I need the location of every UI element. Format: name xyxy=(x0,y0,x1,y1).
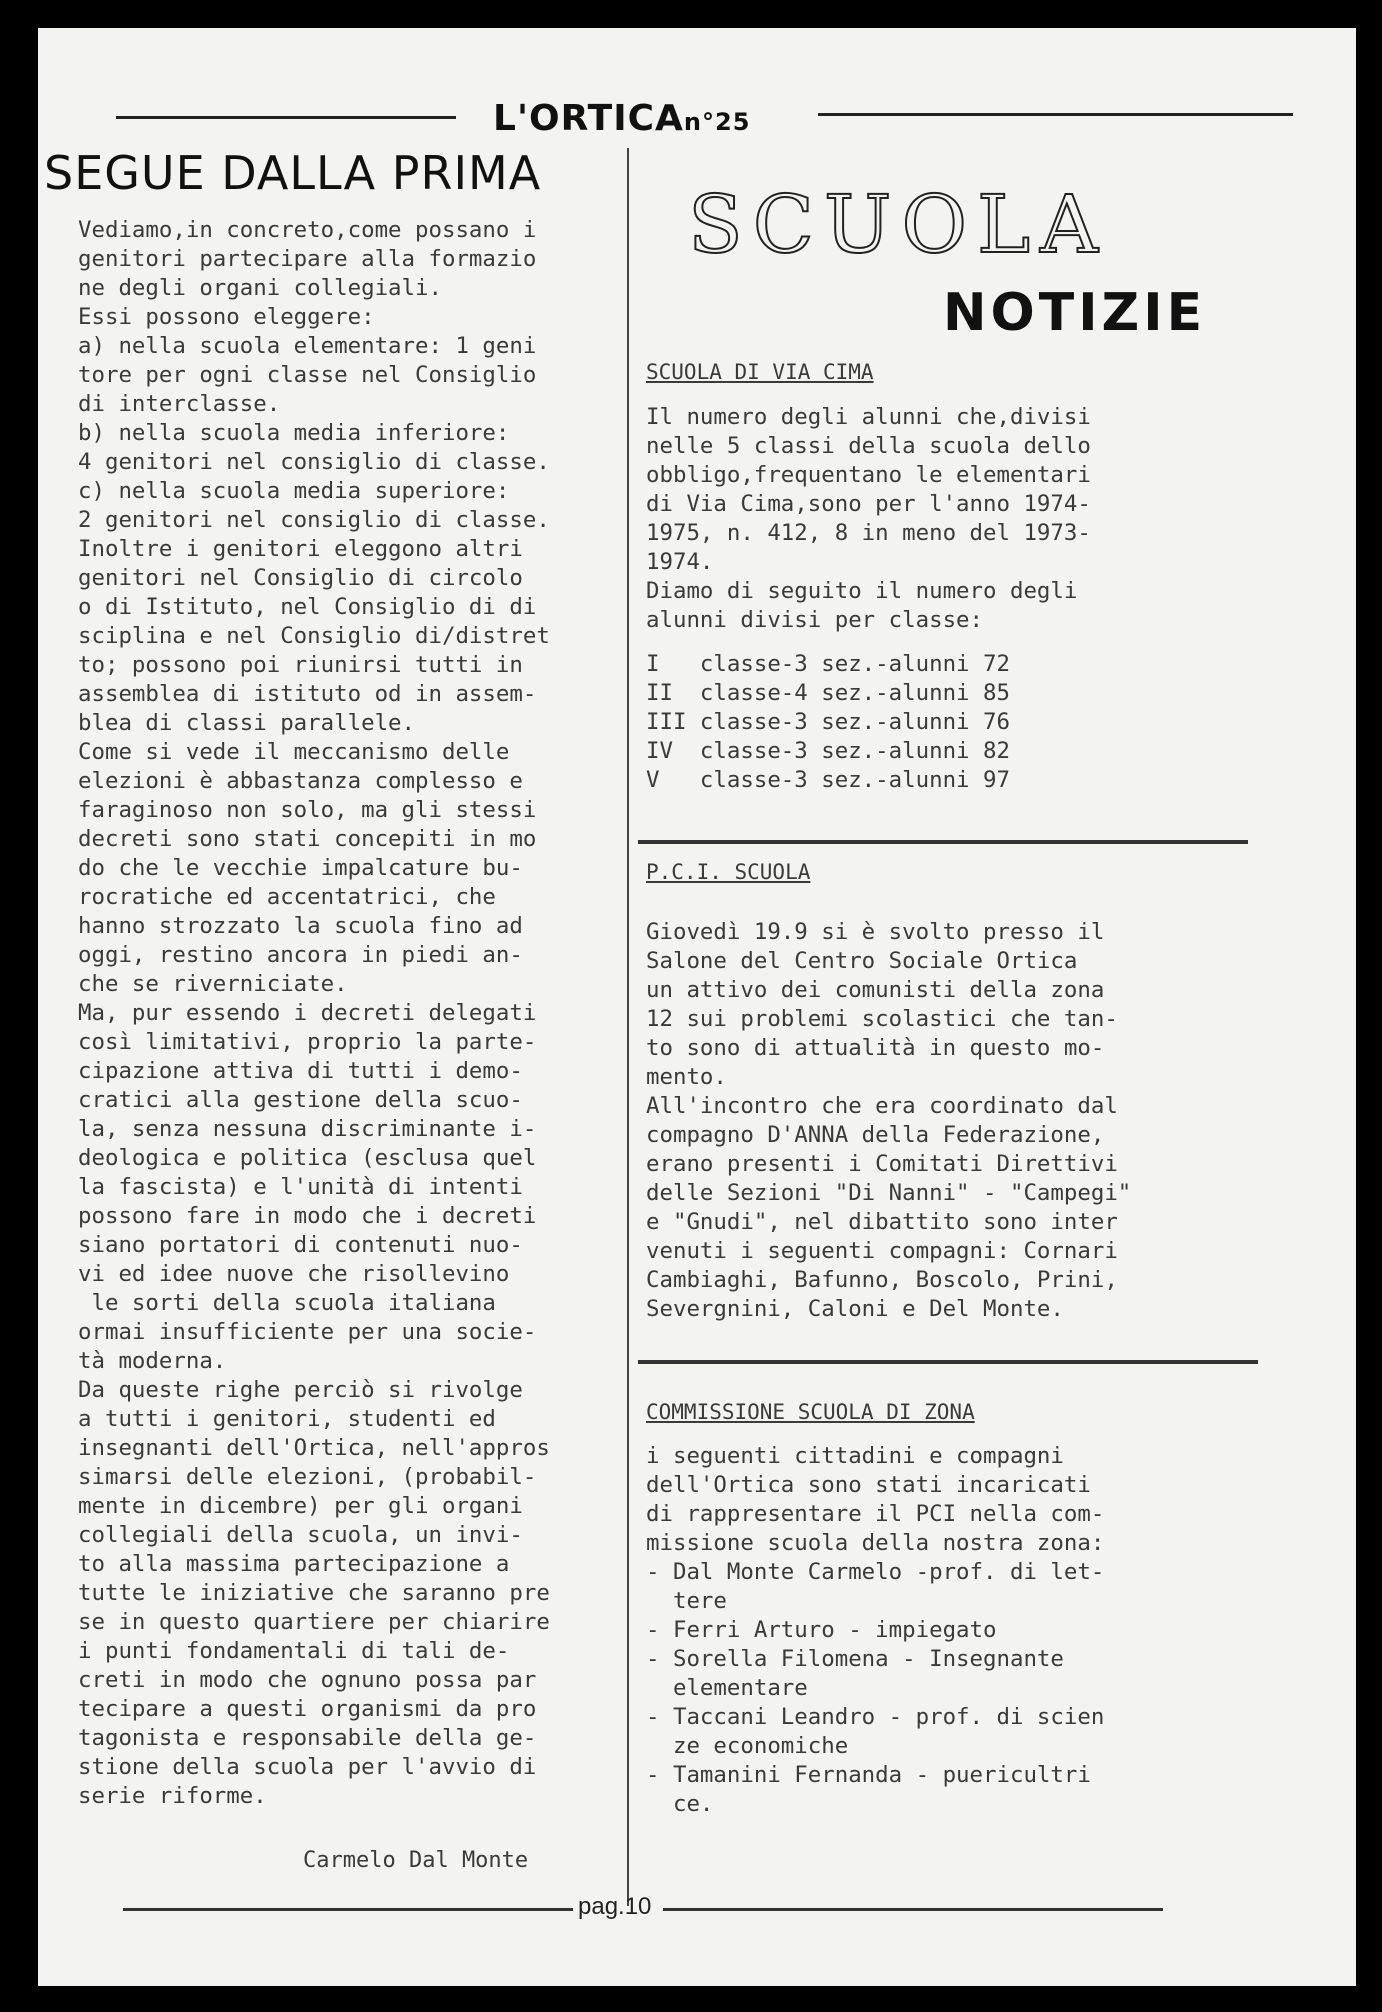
article-line: insegnanti dell'Ortica, nell'appros xyxy=(78,1435,550,1461)
article-line: tore per ogni classe nel Consiglio xyxy=(78,362,537,388)
article-line: - Taccani Leandro - prof. di scien xyxy=(646,1704,1105,1730)
article-line: 1974. xyxy=(646,549,714,575)
article-line: Inoltre i genitori eleggono altri xyxy=(78,536,523,562)
article-line: obbligo,frequentano le elementari xyxy=(646,462,1091,488)
article-line: Ma, pur essendo i decreti delegati xyxy=(78,1000,537,1026)
article-line: ormai insufficiente per una socie- xyxy=(78,1319,537,1345)
article-line: delle Sezioni "Di Nanni" - "Campegi" xyxy=(646,1180,1132,1206)
article-line: a tutti i genitori, studenti ed xyxy=(78,1406,496,1432)
article-line: Diamo di seguito il numero degli xyxy=(646,578,1078,604)
article-line: tutte le iniziative che saranno pre xyxy=(78,1580,550,1606)
article-line: tere xyxy=(646,1588,727,1614)
article-line: missione scuola della nostra zona: xyxy=(646,1530,1105,1556)
article-line: hanno strozzato la scuola fino ad xyxy=(78,913,523,939)
article-line: - Dal Monte Carmelo -prof. di let- xyxy=(646,1559,1105,1585)
right-subtitle: NOTIZIE xyxy=(943,283,1207,343)
article-line: tà moderna. xyxy=(78,1348,227,1374)
article-line: Da queste righe perciò si rivolge xyxy=(78,1377,523,1403)
section-heading-via-cima: SCUOLA DI VIA CIMA xyxy=(646,360,874,384)
section-rule-2 xyxy=(638,1360,1258,1364)
article-line: ne degli organi collegiali. xyxy=(78,275,442,301)
article-line: ze economiche xyxy=(646,1733,849,1759)
section-text-commissione xyxy=(646,1442,1104,1819)
class-row: IV classe-3 sez.-alunni 82 xyxy=(646,738,1010,764)
article-line: - Tamanini Fernanda - puericultri xyxy=(646,1762,1091,1788)
article-line: c) nella scuola media superiore: xyxy=(78,478,510,504)
article-line: che se riverniciate. xyxy=(78,971,348,997)
masthead-issue: n°25 xyxy=(683,108,751,136)
article-line: All'incontro che era coordinato dal xyxy=(646,1093,1118,1119)
masthead xyxy=(493,98,750,139)
article-line: - Ferri Arturo - impiegato xyxy=(646,1617,997,1643)
signature: Carmelo Dal Monte xyxy=(303,1848,529,1873)
article-line: i seguenti cittadini e compagni xyxy=(646,1443,1064,1469)
article-line: cratici alla gestione della scuo- xyxy=(78,1087,523,1113)
article-line: i punti fondamentali di tali de- xyxy=(78,1638,510,1664)
article-line: un attivo dei comunisti della zona xyxy=(646,977,1105,1003)
masthead-rule-right xyxy=(818,113,1293,116)
article-line: elementare xyxy=(646,1675,808,1701)
article-line: Cambiaghi, Bafunno, Boscolo, Prini, xyxy=(646,1267,1118,1293)
class-list xyxy=(646,650,1010,795)
article-line: Essi possono eleggere: xyxy=(78,304,375,330)
article-line: blea di classi parallele. xyxy=(78,710,416,736)
class-row: V classe-3 sez.-alunni 97 xyxy=(646,767,1010,793)
article-line: simarsi delle elezioni, (probabil- xyxy=(78,1464,537,1490)
article-line: a) nella scuola elementare: 1 geni xyxy=(78,333,537,359)
footer-rule-left xyxy=(123,1908,573,1911)
article-line: genitori partecipare alla formazio xyxy=(78,246,537,272)
article-line: decreti sono stati concepiti in mo xyxy=(78,826,537,852)
article-line: to alla massima partecipazione a xyxy=(78,1551,510,1577)
section-heading-commissione: COMMISSIONE SCUOLA DI ZONA xyxy=(646,1400,975,1424)
article-line: stione della scuola per l'avvio di xyxy=(78,1754,537,1780)
article-line: Come si vede il meccanismo delle xyxy=(78,739,510,765)
article-line: assemblea di istituto od in assem- xyxy=(78,681,537,707)
section-text-pci xyxy=(646,918,1131,1324)
article-line: Giovedì 19.9 si è svolto presso il xyxy=(646,919,1105,945)
article-line: così limitativi, proprio la parte- xyxy=(78,1029,537,1055)
column-divider xyxy=(627,148,629,1906)
article-line: le sorti della scuola italiana xyxy=(78,1290,496,1316)
article-line: Il numero degli alunni che,divisi xyxy=(646,404,1091,430)
article-line: tecipare a questi organismi da pro xyxy=(78,1696,537,1722)
article-line: collegiali della scuola, un invi- xyxy=(78,1522,523,1548)
article-line: ce. xyxy=(646,1791,714,1817)
class-row: II classe-4 sez.-alunni 85 xyxy=(646,680,1010,706)
article-line: Salone del Centro Sociale Ortica xyxy=(646,948,1078,974)
article-line: nelle 5 classi della scuola dello xyxy=(646,433,1091,459)
footer-rule-right xyxy=(663,1908,1163,1911)
article-line: b) nella scuola media inferiore: xyxy=(78,420,510,446)
newspaper-page xyxy=(38,28,1356,1986)
article-line: Severgnini, Caloni e Del Monte. xyxy=(646,1296,1064,1322)
right-title: SCUOLA xyxy=(688,178,1108,271)
article-line: creti in modo che ognuno possa par xyxy=(78,1667,537,1693)
article-line: serie riforme. xyxy=(78,1783,267,1809)
section-rule-1 xyxy=(638,840,1248,844)
article-line: elezioni è abbastanza complesso e xyxy=(78,768,523,794)
article-line: 1975, n. 412, 8 in meno del 1973- xyxy=(646,520,1091,546)
article-line: tagonista e responsabile della ge- xyxy=(78,1725,537,1751)
article-line: possono fare in modo che i decreti xyxy=(78,1203,537,1229)
page-number: pag.10 xyxy=(578,1893,652,1920)
section-text-via-cima xyxy=(646,403,1091,635)
article-line: siano portatori di contenuti nuo- xyxy=(78,1232,523,1258)
article-line: Vediamo,in concreto,come possano i xyxy=(78,217,537,243)
class-row: III classe-3 sez.-alunni 76 xyxy=(646,709,1010,735)
article-line: cipazione attiva di tutti i demo- xyxy=(78,1058,523,1084)
article-line: o di Istituto, nel Consiglio di di xyxy=(78,594,537,620)
article-line: se in questo quartiere per chiarire xyxy=(78,1609,550,1635)
article-line: vi ed idee nuove che risollevino xyxy=(78,1261,510,1287)
article-line: di interclasse. xyxy=(78,391,281,417)
article-line: faraginoso non solo, ma gli stessi xyxy=(78,797,537,823)
article-line: venuti i seguenti compagni: Cornari xyxy=(646,1238,1118,1264)
left-heading: SEGUE DALLA PRIMA xyxy=(44,146,542,200)
article-line: dell'Ortica sono stati incaricati xyxy=(646,1472,1091,1498)
article-line: - Sorella Filomena - Insegnante xyxy=(646,1646,1064,1672)
article-line: e "Gnudi", nel dibattito sono inter xyxy=(646,1209,1118,1235)
article-line: rocratiche ed accentatrici, che xyxy=(78,884,496,910)
left-article xyxy=(78,216,638,1811)
article-line: la fascista) e l'unità di intenti xyxy=(78,1174,523,1200)
masthead-rule-left xyxy=(116,116,456,119)
article-line: deologica e politica (esclusa quel xyxy=(78,1145,537,1171)
article-line: oggi, restino ancora in piedi an- xyxy=(78,942,523,968)
article-line: di Via Cima,sono per l'anno 1974- xyxy=(646,491,1091,517)
article-line: mente in dicembre) per gli organi xyxy=(78,1493,523,1519)
article-line: erano presenti i Comitati Direttivi xyxy=(646,1151,1118,1177)
article-line: la, senza nessuna discriminante i- xyxy=(78,1116,537,1142)
article-line: 12 sui problemi scolastici che tan- xyxy=(646,1006,1118,1032)
article-line: alunni divisi per classe: xyxy=(646,607,984,633)
section-heading-pci: P.C.I. SCUOLA xyxy=(646,860,811,884)
article-line: 2 genitori nel consiglio di classe. xyxy=(78,507,550,533)
article-line: to; possono poi riunirsi tutti in xyxy=(78,652,523,678)
masthead-title: L'ORTICA xyxy=(493,98,684,139)
article-line: di rappresentare il PCI nella com- xyxy=(646,1501,1105,1527)
article-line: sciplina e nel Consiglio di/distret xyxy=(78,623,550,649)
class-row: I classe-3 sez.-alunni 72 xyxy=(646,651,1010,677)
article-line: do che le vecchie impalcature bu- xyxy=(78,855,523,881)
article-line: genitori nel Consiglio di circolo xyxy=(78,565,523,591)
article-line: to sono di attualità in questo mo- xyxy=(646,1035,1105,1061)
article-line: 4 genitori nel consiglio di classe. xyxy=(78,449,550,475)
article-line: mento. xyxy=(646,1064,727,1090)
article-line: compagno D'ANNA della Federazione, xyxy=(646,1122,1105,1148)
